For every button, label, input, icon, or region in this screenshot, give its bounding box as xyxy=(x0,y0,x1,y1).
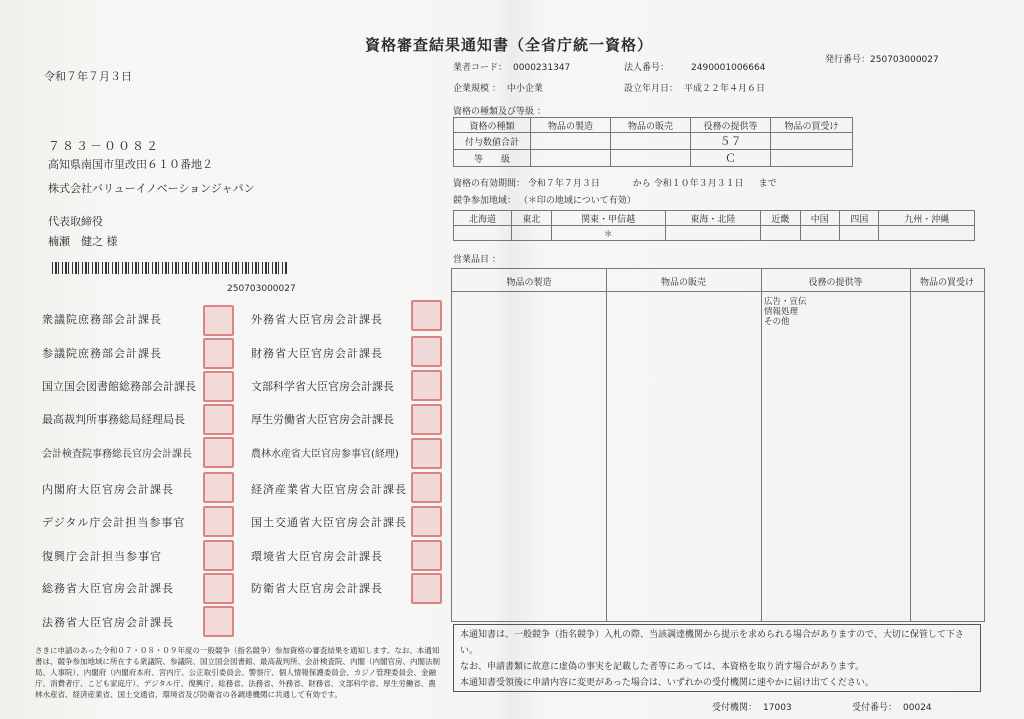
list-item: 広告・宣伝 xyxy=(764,297,807,307)
business-code-value: 0000231347 xyxy=(513,63,571,73)
representative-title: 代表取締役 xyxy=(48,215,103,228)
company-name: 株式会社バリューイノベーションジャパン xyxy=(48,182,255,195)
validity-period xyxy=(453,176,777,189)
validity-label: 資格の有効期間： xyxy=(453,179,526,189)
official-seal-icon xyxy=(203,472,234,503)
official-seal-icon xyxy=(411,472,442,503)
region-cell: 関東・甲信越 xyxy=(551,211,665,226)
official-seal-icon xyxy=(203,506,234,537)
region-cell: 四国 xyxy=(840,211,879,226)
table-cell xyxy=(771,150,853,167)
region-mark xyxy=(879,226,975,241)
grade-header-cell: 資格の種類 xyxy=(454,118,531,133)
region-mark xyxy=(761,226,800,241)
issue-date: 令和７年７月３日 xyxy=(44,70,132,83)
postal-code: ７８３－００８２ xyxy=(48,139,161,153)
receiving-agency-value: 17003 xyxy=(763,703,792,713)
document-title: 資格審査結果通知書（全省庁統一資格） xyxy=(365,36,654,54)
column-divider xyxy=(606,269,607,621)
region-label: 競争参加地域： xyxy=(453,196,517,206)
grade-heading: 資格の種類及び等級 ： xyxy=(453,107,546,117)
recipient-name: 楠瀬 健之 様 xyxy=(48,235,118,248)
office-left: デジタル庁会計担当参事官 xyxy=(42,516,186,529)
sales-items-table xyxy=(451,268,985,622)
region-mark-row xyxy=(454,226,975,241)
official-seal-icon xyxy=(411,506,442,537)
validity-from: 令和７年７月３日 xyxy=(527,179,600,189)
sales-header-services: 役務の提供等 xyxy=(808,278,863,288)
receipt-number-label: 受付番号： xyxy=(852,703,898,713)
office-right: 外務省大臣官房会計課長 xyxy=(251,313,383,326)
grade-row-label: 付与数値合計 xyxy=(454,133,531,150)
established-date xyxy=(624,81,765,94)
office-right: 経済産業省大臣官房会計課長 xyxy=(251,483,407,496)
region-mark xyxy=(840,226,879,241)
region-header-row xyxy=(454,211,975,226)
region-table xyxy=(453,210,975,241)
business-code-label: 業者コード： xyxy=(453,63,508,73)
receipt-number xyxy=(852,700,932,713)
office-left: 最高裁判所事務総局経理局長 xyxy=(42,413,185,426)
validity-to: 令和１０年３月３１日 xyxy=(653,179,744,189)
official-seal-icon xyxy=(203,338,234,369)
company-scale xyxy=(453,81,543,94)
official-seal-icon xyxy=(411,404,442,435)
official-seal-icon xyxy=(411,300,442,331)
office-right: 国土交通省大臣官房会計課長 xyxy=(251,516,407,529)
official-seal-icon xyxy=(203,437,234,468)
office-right: 防衛省大臣官房会計課長 xyxy=(251,582,383,595)
official-seal-icon xyxy=(203,540,234,571)
office-right: 農林水産省大臣官房参事官(経理) xyxy=(251,449,399,460)
table-cell xyxy=(771,133,853,150)
company-scale-value: 中小企業 xyxy=(506,84,543,94)
list-item: 情報処理 xyxy=(764,307,799,317)
notice-line: 本通知書受領後に申請内容に変更があった場合は、いずれかの受付機関に速やかに届け出てください。 xyxy=(460,678,874,688)
issue-number xyxy=(825,52,939,65)
grade-table-header xyxy=(454,118,853,133)
business-code xyxy=(453,60,570,73)
validity-end: まで xyxy=(758,179,777,189)
region-mark xyxy=(800,226,839,241)
official-seal-icon xyxy=(411,573,442,604)
region-heading xyxy=(453,193,636,206)
region-cell: 東海・北陸 xyxy=(665,211,760,226)
grade-table xyxy=(453,117,853,167)
receipt-number-value: 00024 xyxy=(903,703,932,713)
sales-items-label: 営業品目 ： xyxy=(453,255,501,265)
official-seal-icon xyxy=(203,573,234,604)
table-cell xyxy=(531,150,611,167)
company-scale-label: 企業規模 ： xyxy=(453,84,501,94)
office-left: 内閣府大臣官房会計課長 xyxy=(42,483,174,496)
corporate-number-label: 法人番号： xyxy=(624,63,670,73)
office-left: 国立国会図書館総務部会計課長 xyxy=(42,380,196,393)
official-seal-icon xyxy=(203,305,234,336)
official-seal-icon xyxy=(411,336,442,367)
grade-row-label: 等 級 xyxy=(454,150,531,167)
grade-header-cell: 物品の販売 xyxy=(611,118,691,133)
grade-header-cell: 物品の製造 xyxy=(531,118,611,133)
region-cell: 九州・沖縄 xyxy=(879,211,975,226)
official-seal-icon xyxy=(203,606,234,637)
issue-number-value: 250703000027 xyxy=(870,55,939,65)
notice-line: なお、申請書類に故意に虚偽の事実を記載した者等にあっては、本資格を取り消す場合があります。 xyxy=(460,662,865,672)
office-right: 財務省大臣官房会計課長 xyxy=(251,347,383,360)
region-note: （＊印の地域について有効） xyxy=(518,196,636,206)
established-date-value: 平成２２年４月６日 xyxy=(684,84,766,94)
region-cell: 中国 xyxy=(800,211,839,226)
region-cell: 近畿 xyxy=(761,211,800,226)
region-mark xyxy=(454,226,512,241)
corporate-number xyxy=(624,60,765,73)
postal-barcode xyxy=(52,262,287,274)
official-seal-icon xyxy=(411,438,442,469)
table-row xyxy=(454,150,853,167)
receiving-agency xyxy=(712,700,792,713)
official-seal-icon xyxy=(411,370,442,401)
barcode-number: 250703000027 xyxy=(227,284,296,294)
established-date-label: 設立年月日： xyxy=(624,84,679,94)
sales-header-manufacture: 物品の製造 xyxy=(506,278,552,288)
office-right: 文部科学省大臣官房会計課長 xyxy=(251,380,394,393)
services-list xyxy=(764,297,807,327)
region-cell: 東北 xyxy=(512,211,551,226)
region-mark xyxy=(665,226,760,241)
table-cell: ５７ xyxy=(691,133,771,150)
office-left: 参議院庶務部会計課長 xyxy=(42,347,162,360)
validity-mid: から xyxy=(632,179,651,189)
region-mark xyxy=(512,226,551,241)
grade-header-cell: 役務の提供等 xyxy=(691,118,771,133)
office-left: 法務省大臣官房会計課長 xyxy=(42,616,174,629)
issue-number-label: 発行番号： xyxy=(825,55,871,65)
office-left: 会計検査院事務総長官房会計課長 xyxy=(42,449,192,460)
official-seal-icon xyxy=(203,404,234,435)
office-right: 厚生労働省大臣官房会計課長 xyxy=(251,413,394,426)
region-mark: ＊ xyxy=(551,226,665,241)
table-cell xyxy=(531,133,611,150)
office-left: 衆議院庶務部会計課長 xyxy=(42,313,162,326)
official-seal-icon xyxy=(411,540,442,571)
column-divider xyxy=(910,269,911,621)
sales-header-purchase: 物品の買受け xyxy=(919,278,974,288)
receiving-agency-label: 受付機関： xyxy=(712,703,758,713)
region-cell: 北海道 xyxy=(454,211,512,226)
corporate-number-value: 2490001006664 xyxy=(691,63,766,73)
notice-box xyxy=(453,624,981,692)
column-divider xyxy=(761,269,762,621)
official-seal-icon xyxy=(203,371,234,402)
grade-header-cell: 物品の買受け xyxy=(771,118,853,133)
table-cell: Ｃ xyxy=(691,150,771,167)
address-line: 高知県南国市里改田６１０番地２ xyxy=(48,158,213,171)
table-row xyxy=(454,133,853,150)
notice-line: 本通知書は、一般競争（指名競争）入札の際、当該調達機関から提示を求められる場合がありますので、大切に保管して下さい。 xyxy=(460,630,964,656)
sales-header-sales: 物品の販売 xyxy=(660,278,706,288)
office-right: 環境省大臣官房会計課長 xyxy=(251,550,383,563)
table-cell xyxy=(611,150,691,167)
footnote-text: さきに申請のあった令和０７・０８・０９年度の一般競争（指名競争）参加資格の審査結果を通知します。なお、本通知書は、競争参加地域に所在する衆議院、参議院、国立国会図書館、最高裁判所、会計検査院、内閣（内閣官房、内閣法制局、人事院）、内閣府（内閣府本府、宮内庁、公正取引委員会、警察庁、個人情報保護委員会、カジノ管理委員会、金融庁、消費者庁、こども家庭庁）、デジタル庁、復興庁、総務省、法務省、外務省、財務省、文部科学省、厚生労働省、農林水産省、経済産業省、国土交通省、環境省及び防衛省の各調達機関に共通して有効です。 xyxy=(35,646,440,699)
list-item: その他 xyxy=(764,317,790,327)
office-left: 総務省大臣官房会計課長 xyxy=(42,582,174,595)
office-left: 復興庁会計担当参事官 xyxy=(42,550,162,563)
table-cell xyxy=(611,133,691,150)
